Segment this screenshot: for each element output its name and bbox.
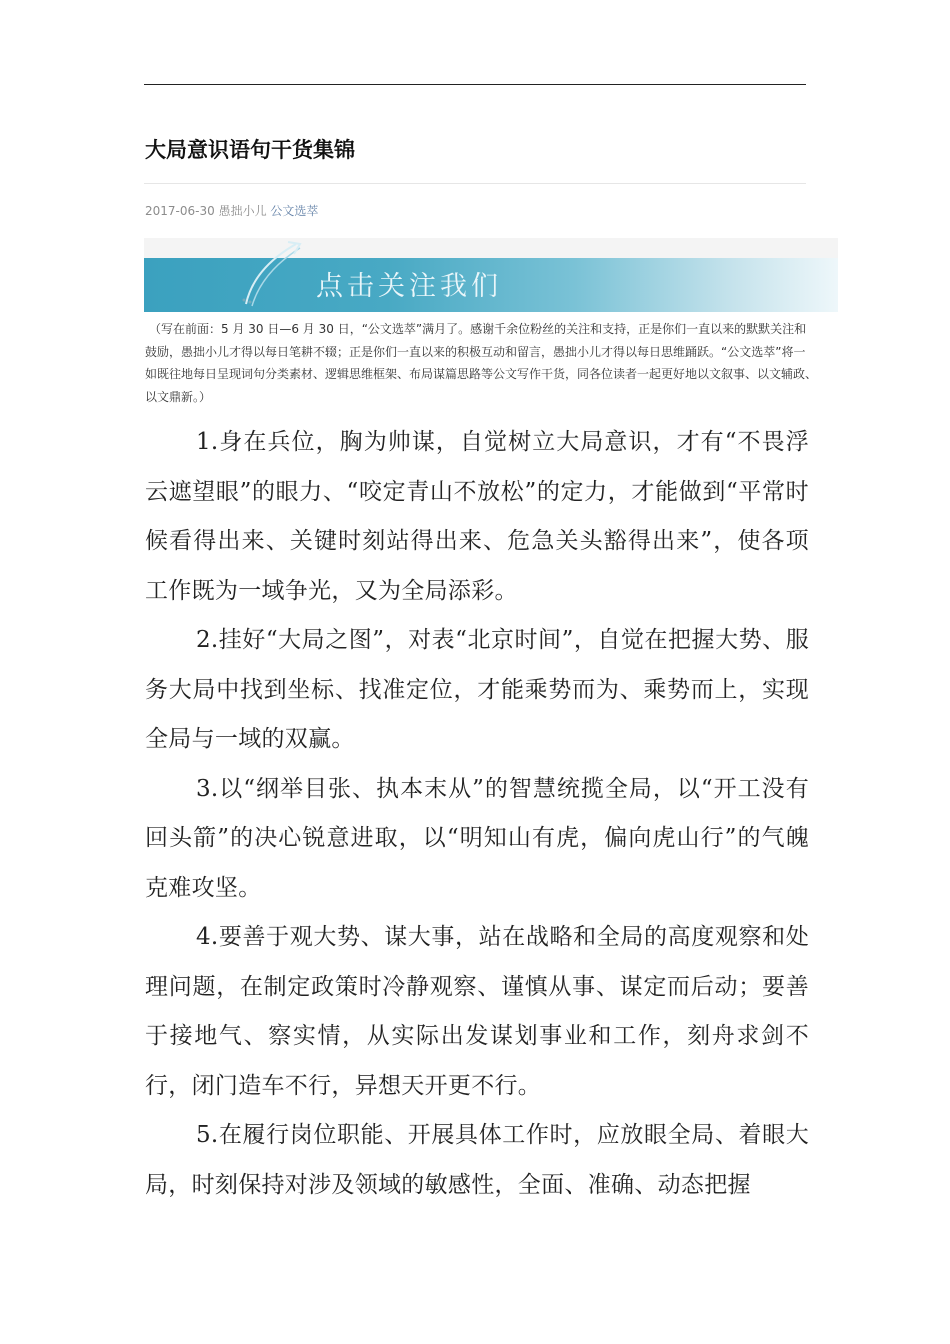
source-account-link[interactable]: 公文选萃 [270, 204, 319, 218]
arrow-icon [234, 238, 314, 310]
publish-date: 2017-06-30 [145, 204, 215, 218]
body-paragraph-2: 2.挂好“大局之图”，对表“北京时间”，自觉在把握大势、服务大局中找到坐标、找准定位，才能乘势而为、乘势而上，实现全局与一域的双赢。 [145, 627, 809, 752]
author-name: 愚拙小儿 [218, 204, 267, 218]
article-body [145, 418, 809, 1210]
title-divider [144, 183, 806, 184]
preface-note: （写在前面：5 月 30 日—6 月 30 日，“公文选萃”满月了。感谢千余位粉丝的关注和支持，正是你们一直以来的默默关注和鼓励，愚拙小儿才得以每日笔耕不辍；正是你们一直以来的积极互动和留言，愚拙小儿才得以每日思维踊跃。“公文选萃”将一如既往地每日呈现词句分类素材、逻辑思维框架、布局谋篇思路等公文写作干货，同各位读者一起更好地以文叙事、以文辅政、以文鼎新。） [145, 322, 818, 404]
follow-us-banner[interactable] [144, 238, 838, 312]
body-paragraph-4: 4.要善于观大势、谋大事，站在战略和全局的高度观察和处理问题，在制定政策时冷静观察、谨慎从事、谋定而后动；要善于接地气、察实情，从实际出发谋划事业和工作，刻舟求剑不行，闭门造车不行，异想天开更不行。 [145, 924, 809, 1099]
article-meta [145, 202, 318, 219]
body-paragraph-3: 3.以“纲举目张、执本末从”的智慧统揽全局，以“开工没有回头箭”的决心锐意进取，以“明知山有虎，偏向虎山行”的气魄克难攻坚。 [145, 775, 809, 901]
body-paragraph-1: 1.身在兵位，胸为帅谋，自觉树立大局意识，才有“不畏浮云遮望眼”的眼力、“咬定青山不放松”的定力，才能做到“平常时候看得出来、关键时刻站得出来、危急关头豁得出来”，使各项工作既为一域争光，又为全局添彩。 [145, 429, 809, 604]
top-rule [144, 84, 806, 85]
body-paragraph-5: 5.在履行岗位职能、开展具体工作时，应放眼全局、着眼大局，时刻保持对涉及领域的敏感性，全面、准确、动态把握 [145, 1122, 809, 1198]
article-title: 大局意识语句干货集锦 [145, 138, 355, 162]
banner-text: 点击关注我们 [316, 271, 502, 302]
